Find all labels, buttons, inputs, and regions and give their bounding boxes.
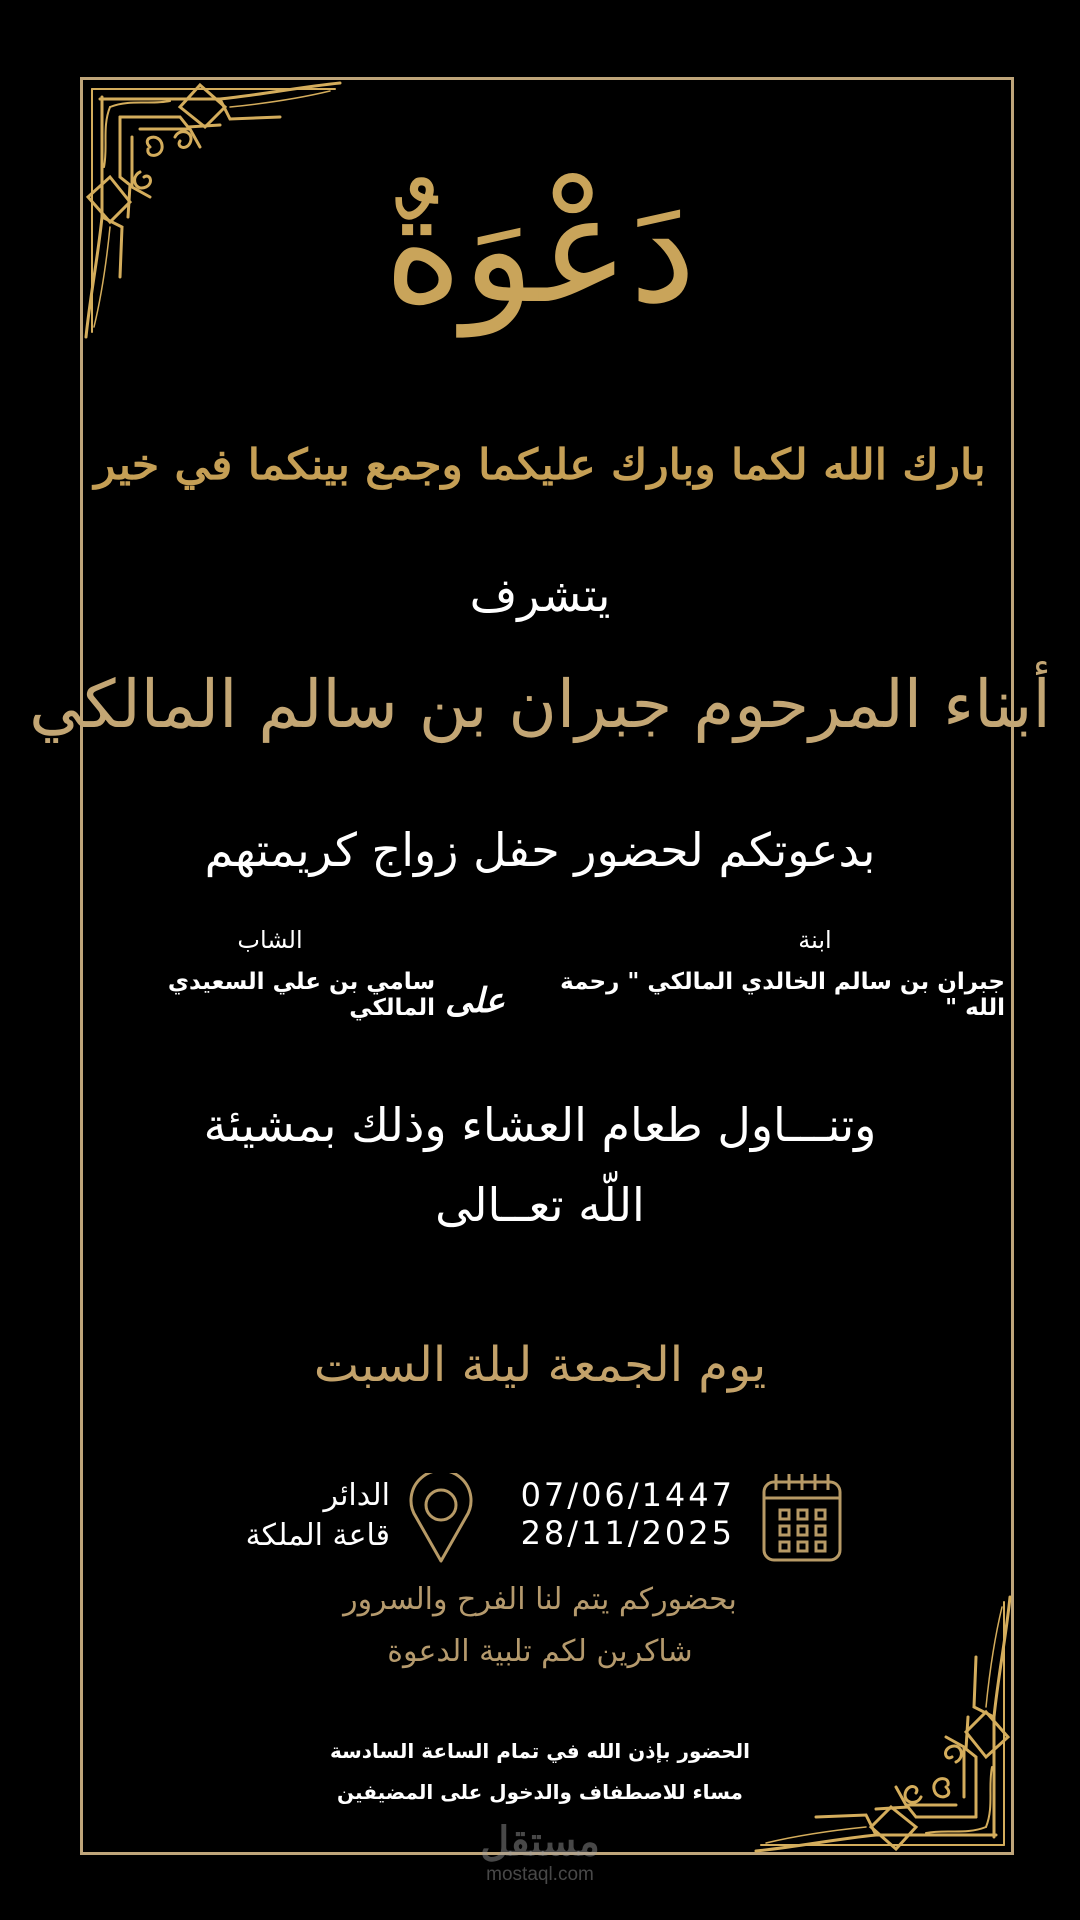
thanks-line1: بحضوركم يتم لنا الفرح والسرور — [343, 1582, 737, 1617]
thanks-line2: شاكرين لكم تلبية الدعوة — [387, 1634, 693, 1669]
dinner-text-line2: اللّه تعــالى — [435, 1178, 645, 1232]
invitation-text: بدعوتكم لحضور حفل زواج كريمتهم — [204, 823, 876, 877]
host-family-name: أبناء المرحوم جبران بن سالم المالكي — [29, 666, 1051, 743]
invitation-title: دَعْوَةٌ — [383, 163, 697, 337]
attendance-note-line2: مساء للاصطفاف والدخول على المضيفين — [337, 1780, 743, 1804]
dinner-text-line1: وتنـــاول طعام العشاء وذلك بمشيئة — [203, 1098, 877, 1152]
watermark-arabic: مستقل — [480, 1820, 600, 1864]
venue-hall: قاعة الملكة — [245, 1518, 390, 1553]
event-day: يوم الجمعة ليلة السبت — [313, 1337, 767, 1393]
groom-role-label: الشاب — [237, 926, 303, 954]
map-pin-icon — [408, 1473, 474, 1565]
honored-text: يتشرف — [469, 568, 611, 622]
attendance-note-line1: الحضور بإذن الله في تمام الساعة السادسة — [329, 1739, 751, 1763]
watermark-domain: mostaql.com — [486, 1864, 594, 1885]
watermark — [440, 1820, 640, 1886]
date-gregorian: 28/11/2025 — [520, 1514, 735, 1552]
venue-area: الدائر — [323, 1478, 390, 1513]
blessing-calligraphy: بارك الله لكما وبارك عليكما وجمع بينكما في خير — [94, 440, 986, 489]
calendar-icon — [760, 1470, 844, 1564]
date-venue-row — [0, 1470, 1080, 1570]
event-dates — [505, 1476, 735, 1552]
couple-names-row — [90, 965, 1005, 1025]
bride-role-label: ابنة — [798, 926, 832, 954]
venue — [170, 1476, 390, 1556]
bride-name: جبران بن سالم الخالدي المالكي " رحمة الله " — [560, 969, 1005, 1021]
ornament-corner-icon — [746, 1587, 1016, 1857]
groom-name: سامي بن علي السعيدي المالكي — [167, 969, 436, 1021]
date-hijri: 07/06/1447 — [520, 1476, 735, 1514]
connector-text: على — [445, 981, 505, 1021]
